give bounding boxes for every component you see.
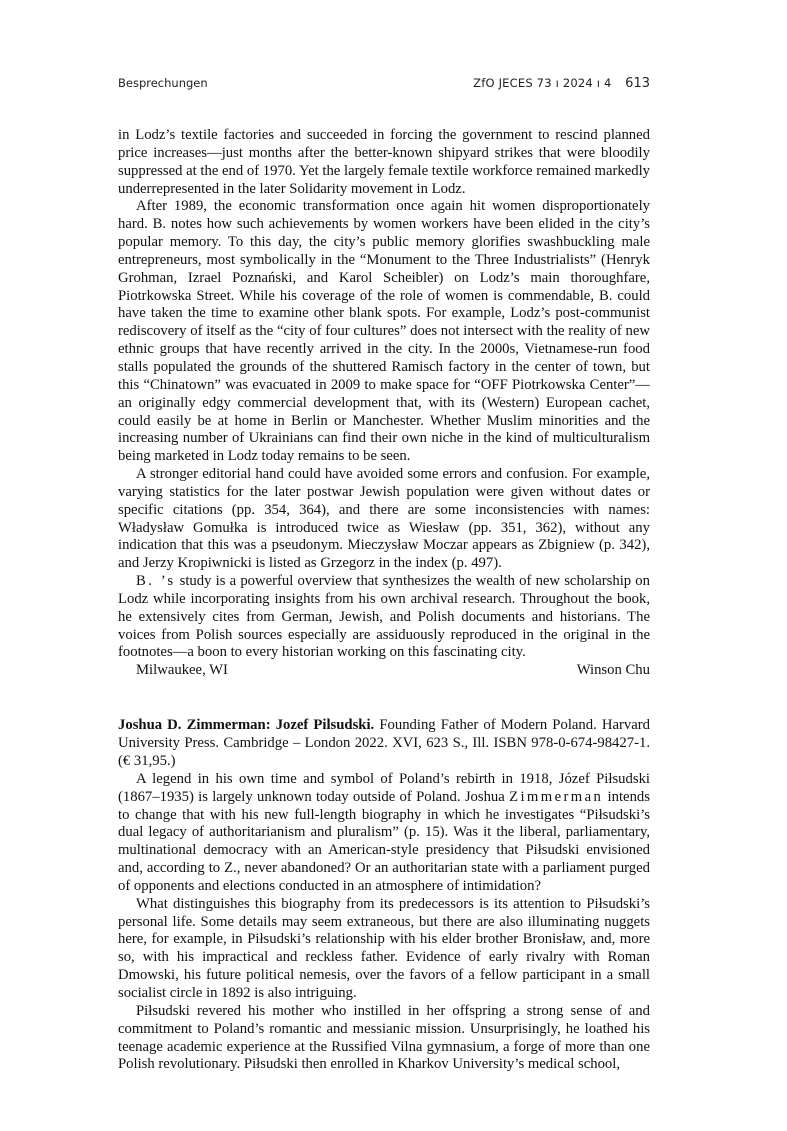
paragraph: After 1989, the economic transformation once again hit women disproportionately hard. B. notes how such achievements by women workers have been elided in the city’s popular memory. To this day, the city’s public memory glorifies swashbuckling male entrepreneurs, most symbolically in the “Monument to the Three Industrialists” (Henryk Grohman, Izrael Poznański, and Karol Scheibler) on Lodz’s main thoroughfare, Piotrkowska Street. While his coverage of the role of women is commendable, B. could have taken the time to examine other blank spots. For example, Lodz’s post-communist rediscovery of itself as the “city of four cultures” does not intersect with the reality of new ethnic groups that have recently arrived in the city. In the 2000s, Vietnamese-run food stalls populated the grounds of the shuttered Ramisch factory in the center of town, but this “Chinatown” was evacuated in 2009 to make space for “OFF Piotrkowska Center”—an originally edgy commercial development that, with its (Western) European cachet, could easily be at home in Berlin or Manchester. Whether Muslim minorities and the increasing number of Ukrainians can find their own niche in the kind of multiculturalism being marketed in Lodz today remains to be seen.	[118, 198, 650, 465]
running-header	[118, 76, 650, 96]
section-title: Besprechungen	[118, 76, 208, 90]
book-author-title: Joshua D. Zimmerman: Jozef Pilsudski.	[118, 717, 375, 734]
journal-info	[473, 76, 650, 91]
paragraph: B. ’s study is a powerful overview that synthesizes the wealth of new scholarship on Lodz while incorporating insights from his own archival research. Throughout the book, he extensively cites from German, Jewish, and Polish documents and historians. The voices from Polish sources especially are assiduously reproduced in the original in the footnotes—a boon to every historian working on this fascinating city.	[118, 573, 650, 661]
paragraph: A legend in his own time and symbol of Poland’s rebirth in 1918, Józef Piłsudski (1867–1935) is largely unknown today outside of Poland. Joshua Zimmerman intends to change that with his new full-length biography in which he investigates “Piłsudski’s dual legacy of authoritarianism and pluralism” (p. 15). Was it the liberal, parliamentary, multinational democracy with an American-style presidency that Piłsudski envisioned and, according to Z., never abandoned? Or an authoritarian state with a parliament purged of opponents and elections conducted in an atmosphere of intimidation?	[118, 770, 650, 894]
paragraph: Piłsudski revered his mother who instilled in her offspring a strong sense of and commitment to Poland’s romantic and messianic mission. Unsurprisingly, he loathed his teenage academic experience at the Russified Vilna gymnasium, a forge of more than one Polish revolutionary. Piłsudski then enrolled in Kharkov University’s medical school,	[118, 1002, 650, 1073]
review-signoff	[118, 662, 650, 680]
reviewer-name: Winson Chu	[576, 662, 650, 679]
author-reference: B. ’s	[136, 573, 176, 590]
main-text	[118, 127, 650, 1074]
paragraph: in Lodz’s textile factories and succeeded in forcing the government to rescind planned price increases—just months after the better-known shipyard strikes that were bloodily suppressed at the end of 1970. Yet the largely female textile workforce remained markedly underrepresented in the later Solidarity movement in Lodz.	[118, 127, 650, 197]
reviewer-location: Milwaukee, WI	[136, 662, 228, 679]
review-heading	[118, 717, 650, 771]
author-name-spaced: Zimmerman	[509, 788, 604, 805]
journal-name: ZfO JECES 73 ı 2024 ı 4	[473, 76, 612, 90]
book-details: Founding Father of Modern Poland. Harvard University Press. Cambridge – London 2022. XVI, 623 S., Ill. ISBN 978-0-674-98427-1. (€ 31,95.)	[118, 717, 650, 769]
paragraph: What distinguishes this biography from its predecessors is its attention to Piłsudski’s personal life. Some details may seem extraneous, but there are also illuminating nuggets here, for example, in Piłsudski’s relationship with his elder brother Bronisław, and, more so, with his impractical and reckless father. Evidence of early rivalry with Roman Dmowski, his future political nemesis, over the favors of a fellow participant in a small socialist circle in 1892 is also intriguing.	[118, 895, 650, 1001]
page-number: 613	[625, 76, 650, 91]
paragraph: A stronger editorial hand could have avoided some errors and confusion. For example, varying statistics for the later postwar Jewish population were given without dates or specific citations (pp. 354, 364), and there are some inconsistencies with names: Władysław Gomułka is introduced twice as Wiesław (pp. 351, 362), without any indication that this was a pseudonym. Mieczysław Moczar appears as Zbigniew (p. 342), and Jerzy Kropiwnicki is listed as Grzegorz in the index (p. 497).	[118, 466, 650, 572]
